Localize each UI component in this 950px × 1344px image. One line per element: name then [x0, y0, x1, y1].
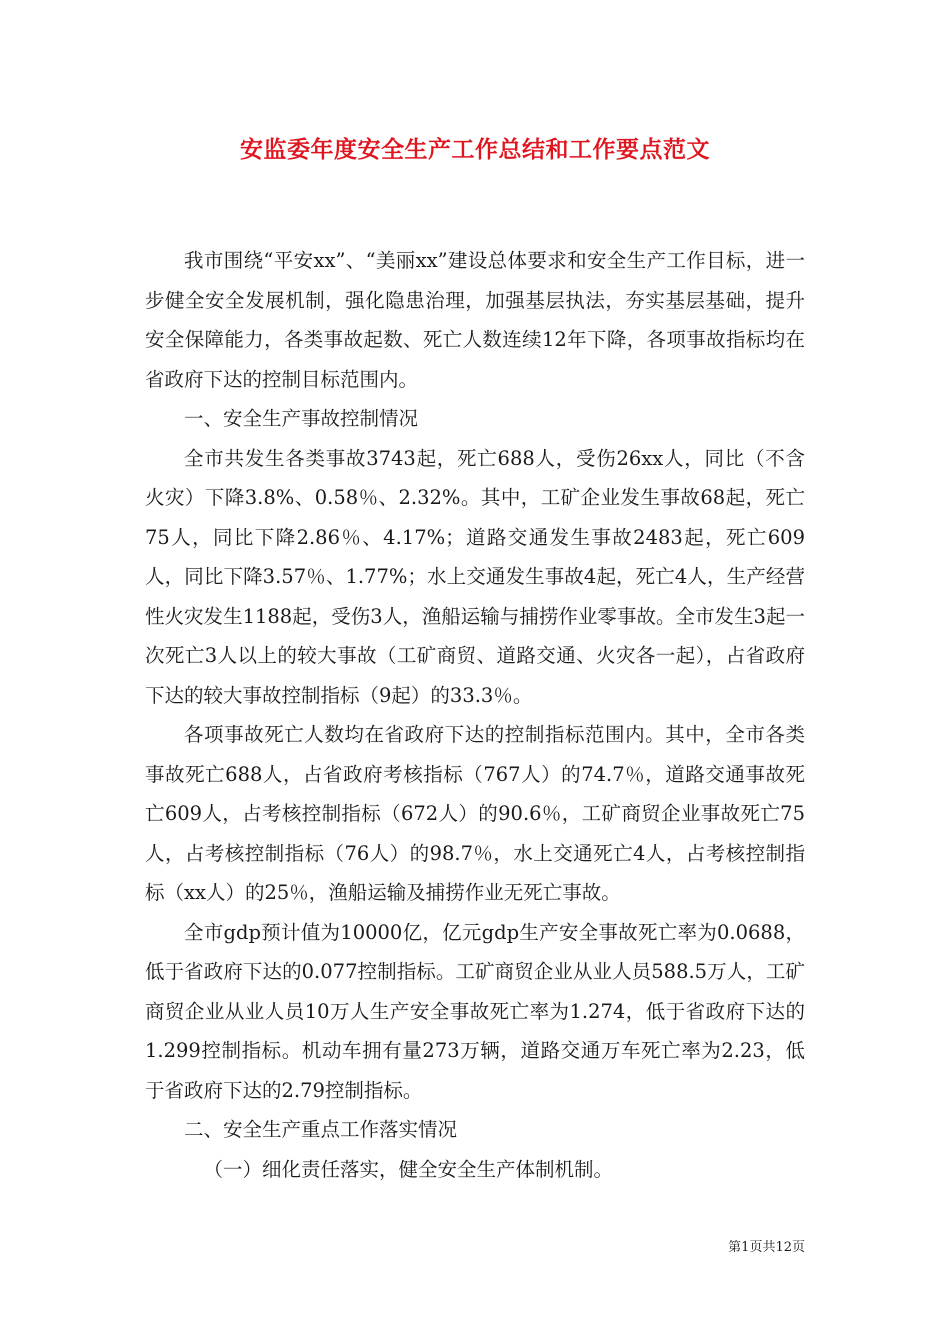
paragraph-intro: 我市围绕“平安xx”、“美丽xx”建设总体要求和安全生产工作目标，进一步健全安全发展机制，强化隐患治理，加强基层执法，夯实基层基础，提升安全保障能力，各类事故起数、死亡人数连续12年下降，各项事故指标均在省政府下达的控制目标范围内。	[145, 249, 805, 391]
section-heading-1: 一、安全生产事故控制情况	[184, 407, 419, 430]
paragraph-gdp-rates: 全市gdp预计值为10000亿，亿元gdp生产安全事故死亡率为0.0688，低于省政府下达的0.077控制指标。工矿商贸企业从业人员588.5万人，工矿商贸企业从业人员10万人生产安全事故死亡率为1.274，低于省政府下达的1.299控制指标。机动车拥有量273万辆，道路交通万车死亡率为2.23，低于省政府下达的2.79控制指标。	[145, 920, 805, 1102]
section-heading-2: 二、安全生产重点工作落实情况	[184, 1118, 458, 1141]
subsection-heading-1: （一）细化责任落实，健全安全生产体制机制。	[203, 1157, 614, 1181]
page-number: 第1页共12页	[728, 1240, 805, 1255]
document-body	[145, 241, 805, 1189]
paragraph-death-indicators: 各项事故死亡人数均在省政府下达的控制指标范围内。其中，全市各类事故死亡688人，占省政府考核指标（767人）的74.7％，道路交通事故死亡609人，占考核控制指标（672人）的90.6％，工矿商贸企业事故死亡75人，占考核控制指标（76人）的98.7％，水上交通死亡4人，占考核控制指标（xx人）的25％，渔船运输及捕捞作业无死亡事故。	[145, 723, 805, 904]
paragraph-accident-stats: 全市共发生各类事故3743起，死亡688人，受伤26xx人，同比（不含火灾）下降3.8%、0.58％、2.32%。其中，工矿企业发生事故68起，死亡75人，同比下降2.86％、4.17%；道路交通发生事故2483起，死亡609人，同比下降3.57％、1.77%；水上交通发生事故4起，死亡4人，生产经营性火灾发生1188起，受伤3人，渔船运输与捕捞作业零事故。全市发生3起一次死亡3人以上的较大事故（工矿商贸、道路交通、火灾各一起），占省政府下达的较大事故控制指标（9起）的33.3％。	[145, 446, 805, 707]
document-title: 安监委年度安全生产工作总结和工作要点范文	[240, 136, 710, 163]
